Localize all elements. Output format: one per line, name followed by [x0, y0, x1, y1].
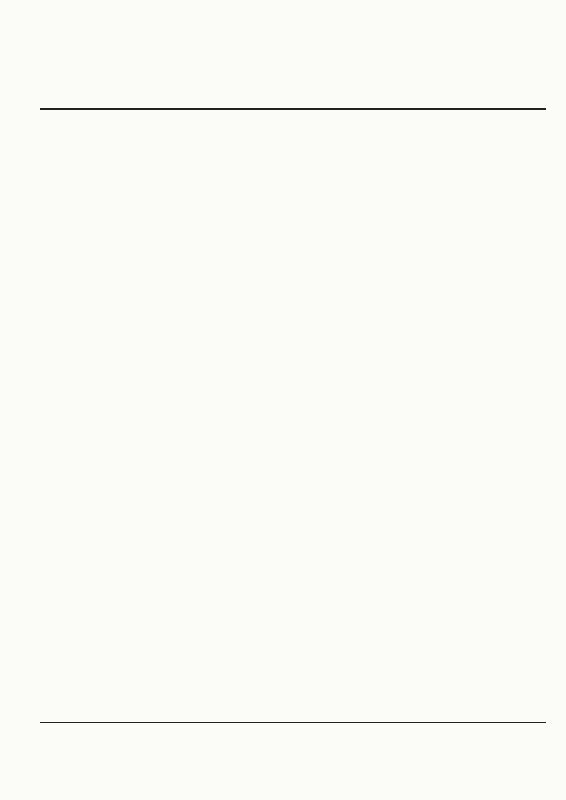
bottom-rule	[40, 722, 546, 723]
top-rule	[40, 108, 546, 110]
watermark	[120, 147, 556, 430]
